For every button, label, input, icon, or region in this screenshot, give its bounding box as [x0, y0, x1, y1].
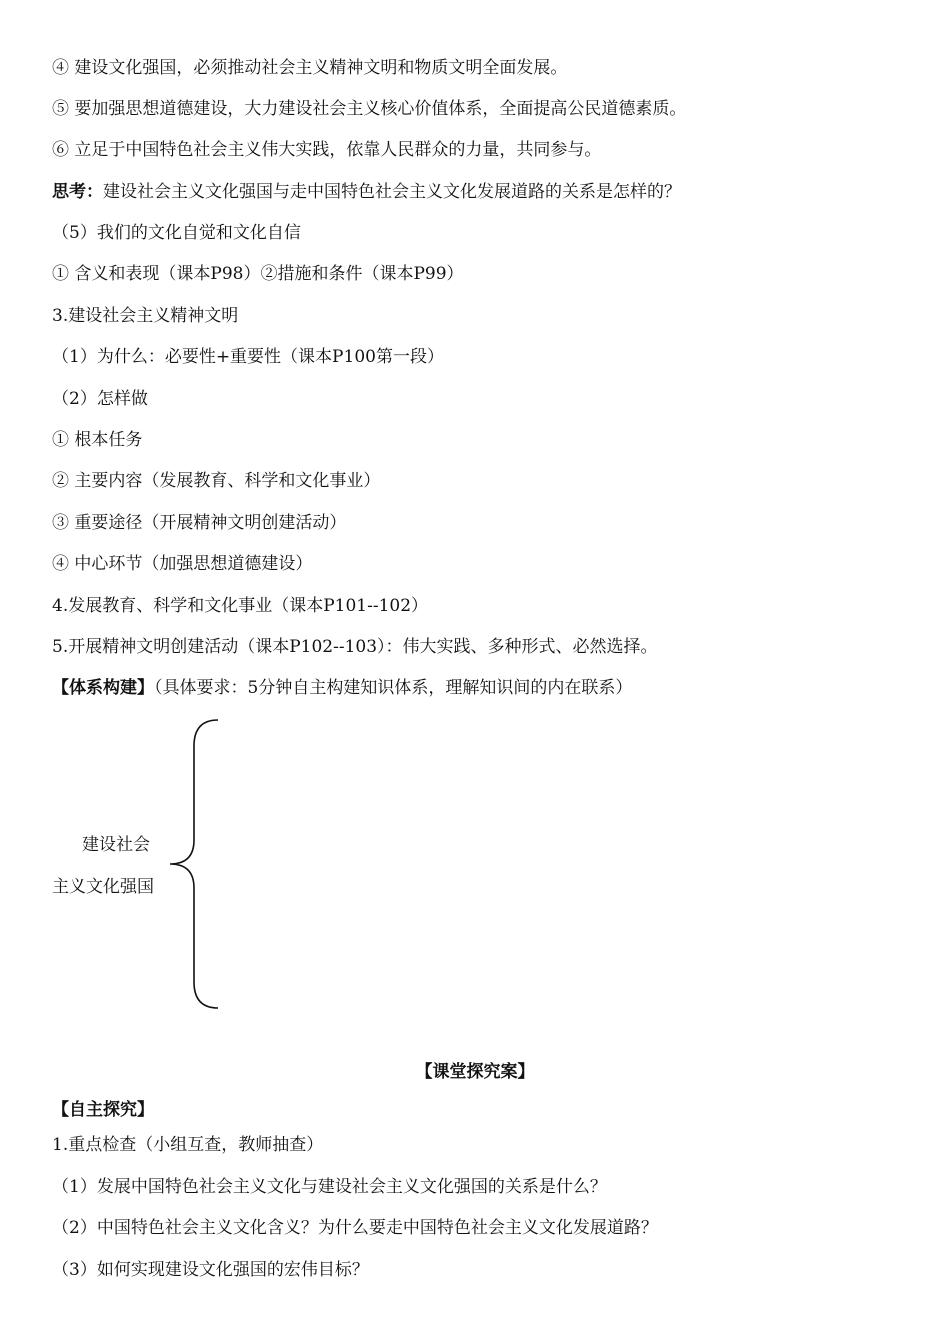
central-link: ④ 中心环节（加强思想道德建设） [52, 554, 313, 574]
heading-spiritual-civilization: 3.建设社会主义精神文明 [52, 306, 239, 326]
brace-label-line2: 主义文化强国 [52, 877, 154, 897]
curly-brace [160, 716, 224, 1012]
item-4-build-cultural-power: ④ 建设文化强国，必须推动社会主义精神文明和物质文明全面发展。 [52, 58, 568, 78]
question-1: （1）发展中国特色社会主义文化与建设社会主义文化强国的关系是什么？ [52, 1177, 607, 1197]
question-2: （2）中国特色社会主义文化含义？为什么要走中国特色社会主义文化发展道路？ [52, 1218, 658, 1238]
system-label: 【体系构建】 [52, 678, 154, 698]
important-approach: ③ 重要途径（开展精神文明创建活动） [52, 513, 347, 533]
key-check: 1.重点检查（小组互查，教师抽查） [52, 1135, 324, 1155]
think-question [52, 181, 681, 203]
section-title-classroom-exploration: 【课堂探究案】 [415, 1062, 535, 1082]
item-6-practice-reliance: ⑥ 立足于中国特色社会主义伟大实践，依靠人民群众的力量，共同参与。 [52, 140, 602, 160]
why-necessity: （1）为什么：必要性+重要性（课本P100第一段） [52, 347, 444, 367]
system-construction [52, 677, 632, 699]
think-text: 建设社会主义文化强国与走中国特色社会主义文化发展道路的关系是怎样的？ [103, 182, 681, 202]
brace-label-line1: 建设社会 [82, 835, 150, 855]
meaning-and-measures: ① 含义和表现（课本P98）②措施和条件（课本P99） [52, 264, 464, 284]
self-exploration-heading: 【自主探究】 [52, 1100, 154, 1120]
system-requirement: （具体要求：5分钟自主构建知识体系，理解知识间的内在联系） [154, 678, 633, 698]
heading-civilization-activities: 5.开展精神文明创建活动（课本P102--103）：伟大实践、多种形式、必然选择。 [52, 637, 658, 657]
heading-education-science: 4.发展教育、科学和文化事业（课本P101--102） [52, 596, 429, 616]
question-3: （3）如何实现建设文化强国的宏伟目标？ [52, 1260, 369, 1280]
main-content: ② 主要内容（发展教育、科学和文化事业） [52, 471, 381, 491]
think-label: 思考： [52, 182, 103, 202]
how-to-do: （2）怎样做 [52, 389, 148, 409]
fundamental-task: ① 根本任务 [52, 430, 143, 450]
subsection-cultural-confidence: （5）我们的文化自觉和文化自信 [52, 223, 301, 243]
item-5-moral-construction: ⑤ 要加强思想道德建设，大力建设社会主义核心价值体系，全面提高公民道德素质。 [52, 99, 687, 119]
